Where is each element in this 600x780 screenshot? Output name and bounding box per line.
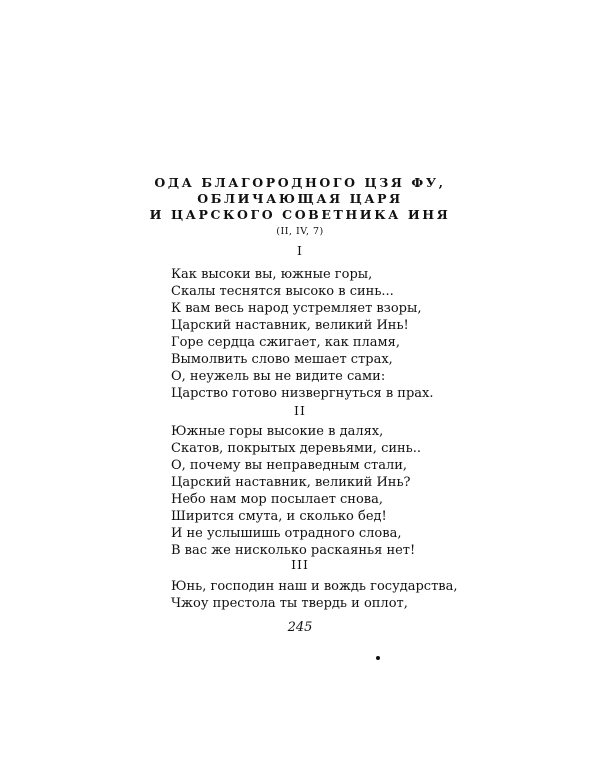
verse-line: Чжоу престола ты твердь и оплот, xyxy=(171,596,408,611)
stanza-1 xyxy=(171,266,434,402)
ink-speck xyxy=(376,656,380,660)
verse-line: Скалы теснятся высоко в синь... xyxy=(171,284,394,299)
verse-line: Вымолвить слово мешает страх, xyxy=(171,352,393,367)
verse-line: Небо нам мор посылает снова, xyxy=(171,492,383,507)
verse-line: Ширится смута, и сколько бед! xyxy=(171,509,387,524)
verse-line: К вам весь народ устремляет взоры, xyxy=(171,301,422,316)
verse-line: И не услышишь отрадного слова, xyxy=(171,526,402,541)
section-number-3: III xyxy=(291,557,309,572)
verse-line: Юнь, господин наш и вождь государства, xyxy=(171,579,458,594)
verse-line: В вас же нисколько раскаянья нет! xyxy=(171,543,416,558)
page-number: 245 xyxy=(287,620,313,635)
verse-line: Как высоки вы, южные горы, xyxy=(171,267,373,282)
poem-title-line-2: ОБЛИЧАЮЩАЯ ЦАРЯ xyxy=(197,191,403,206)
verse-line: Царство готово низвергнуться в прах. xyxy=(171,386,434,401)
verse-line: Горе сердца сжигает, как пламя, xyxy=(171,335,400,350)
verse-line: Царский наставник, великий Инь! xyxy=(171,318,409,333)
section-number-1: I xyxy=(297,243,303,258)
stanza-2 xyxy=(171,423,421,559)
stanza-3 xyxy=(171,578,457,612)
verse-line: Царский наставник, великий Инь? xyxy=(171,475,411,490)
poem-title-line-3: И ЦАРСКОГО СОВЕТНИКА ИНЯ xyxy=(149,207,451,222)
poem-reference: (II, IV, 7) xyxy=(276,226,324,237)
verse-line: Южные горы высокие в далях, xyxy=(171,424,384,439)
verse-line: О, почему вы неправедным стали, xyxy=(171,458,408,473)
poem-title-line-1: ОДА БЛАГОРОДНОГО ЦЗЯ ФУ, xyxy=(154,175,446,190)
verse-line: Скатов, покрытых деревьями, синь.. xyxy=(171,441,422,456)
section-number-2: II xyxy=(294,403,306,418)
verse-line: О, неужель вы не видите сами: xyxy=(171,369,386,384)
